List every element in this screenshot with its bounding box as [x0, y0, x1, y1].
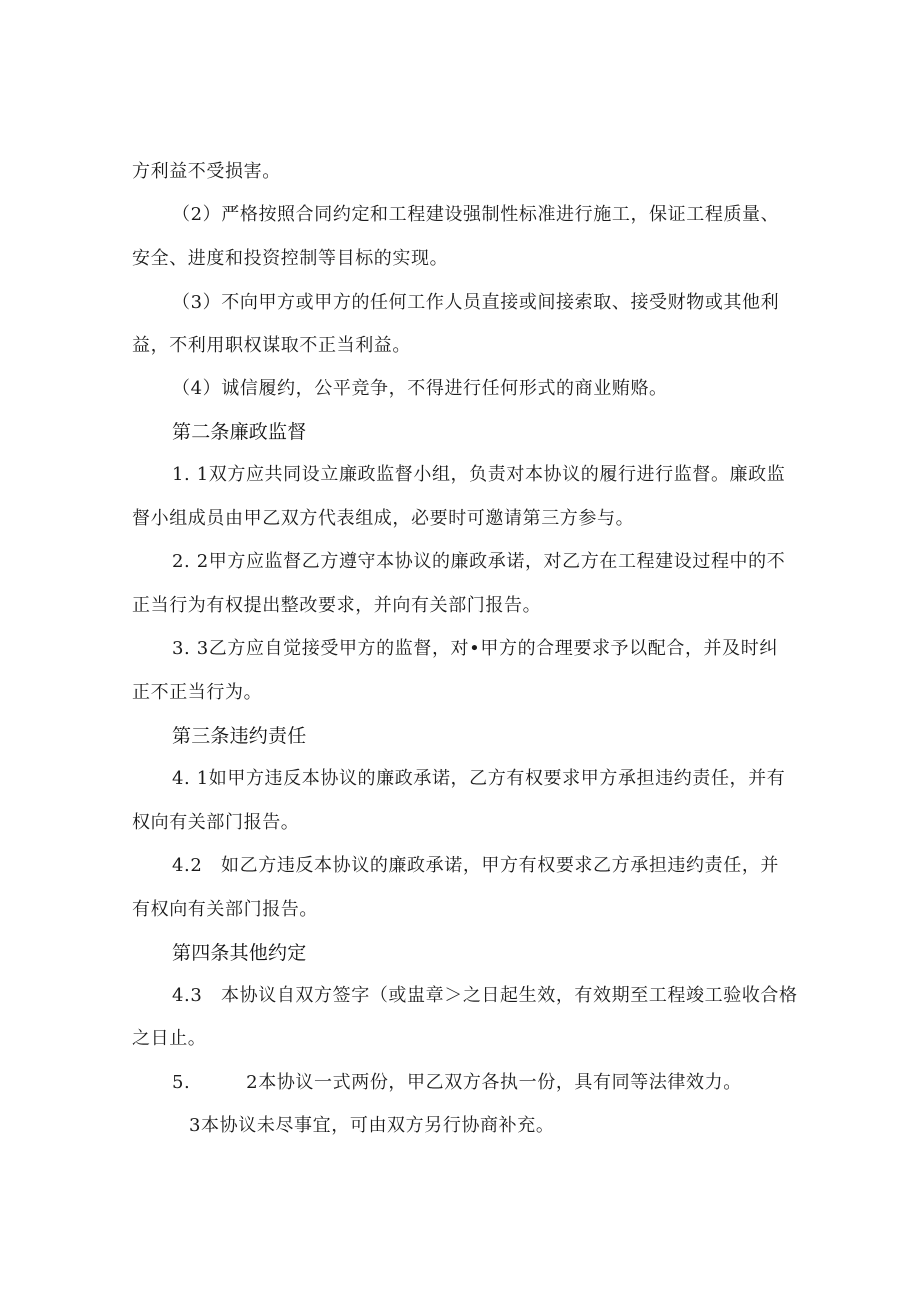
paragraph-line: 益，不利用职权谋取不正当利益。: [132, 335, 411, 356]
paragraph-line: 3本协议未尽事宜，可由双方另行协商补充。: [189, 1115, 555, 1136]
section-heading: 第三条违约责任: [172, 725, 307, 747]
paragraph-line: 正不正当行为。: [132, 682, 263, 703]
paragraph-line: 安全、进度和投资控制等目标的实现。: [132, 248, 449, 269]
paragraph-line: 4.3 本协议自双方签字（或盅章＞之日起生效，有效期至工程竣工验收合格: [172, 985, 798, 1006]
paragraph-line: （4）诚信履约，公平竞争，不得进行任何形式的商业贿赂。: [172, 378, 668, 399]
paragraph-line: 有权向有关部门报告。: [132, 899, 318, 920]
paragraph-line: （3）不向甲方或甲方的任何工作人员直接或间接索取、接受财物或其他利: [172, 292, 780, 313]
paragraph-line: 正当行为有权提出整改要求，并向有关部门报告。: [132, 595, 542, 616]
paragraph-line: 1. 1双方应共同设立廉政监督小组，负责对本协议的履行进行监督。廉政监: [172, 464, 786, 485]
paragraph-line: 督小组成员由甲乙双方代表组成，必要时可邀请第三方参与。: [132, 508, 635, 529]
section-heading: 第四条其他约定: [172, 942, 307, 964]
paragraph-line: 5. 2本协议一式两份，甲乙双方各执一份，具有同等法律效力。: [172, 1072, 742, 1093]
paragraph-line: 之日止。: [132, 1028, 207, 1049]
paragraph-line: 4. 1如甲方违反本协议的廉政承诺，乙方有权要求甲方承担违约责任，并有: [172, 768, 786, 789]
paragraph-line: （2）严格按照合同约定和工程建设强制性标准进行施工，保证工程质量、: [172, 204, 780, 225]
paragraph-line: 权向有关部门报告。: [132, 812, 300, 833]
section-heading: 第二条廉政监督: [172, 421, 307, 443]
paragraph-line: 方利益不受损害。: [132, 161, 281, 182]
paragraph-line: 4.2 如乙方违反本协议的廉政承诺，甲方有权要求乙方承担违约责任，并: [172, 855, 780, 876]
paragraph-line: 3. 3乙方应自觉接受甲方的监督，对•甲方的合理要求予以配合，并及时纠: [172, 638, 778, 659]
paragraph-line: 2. 2甲方应监督乙方遵守本协议的廉政承诺，对乙方在工程建设过程中的不: [172, 551, 786, 572]
